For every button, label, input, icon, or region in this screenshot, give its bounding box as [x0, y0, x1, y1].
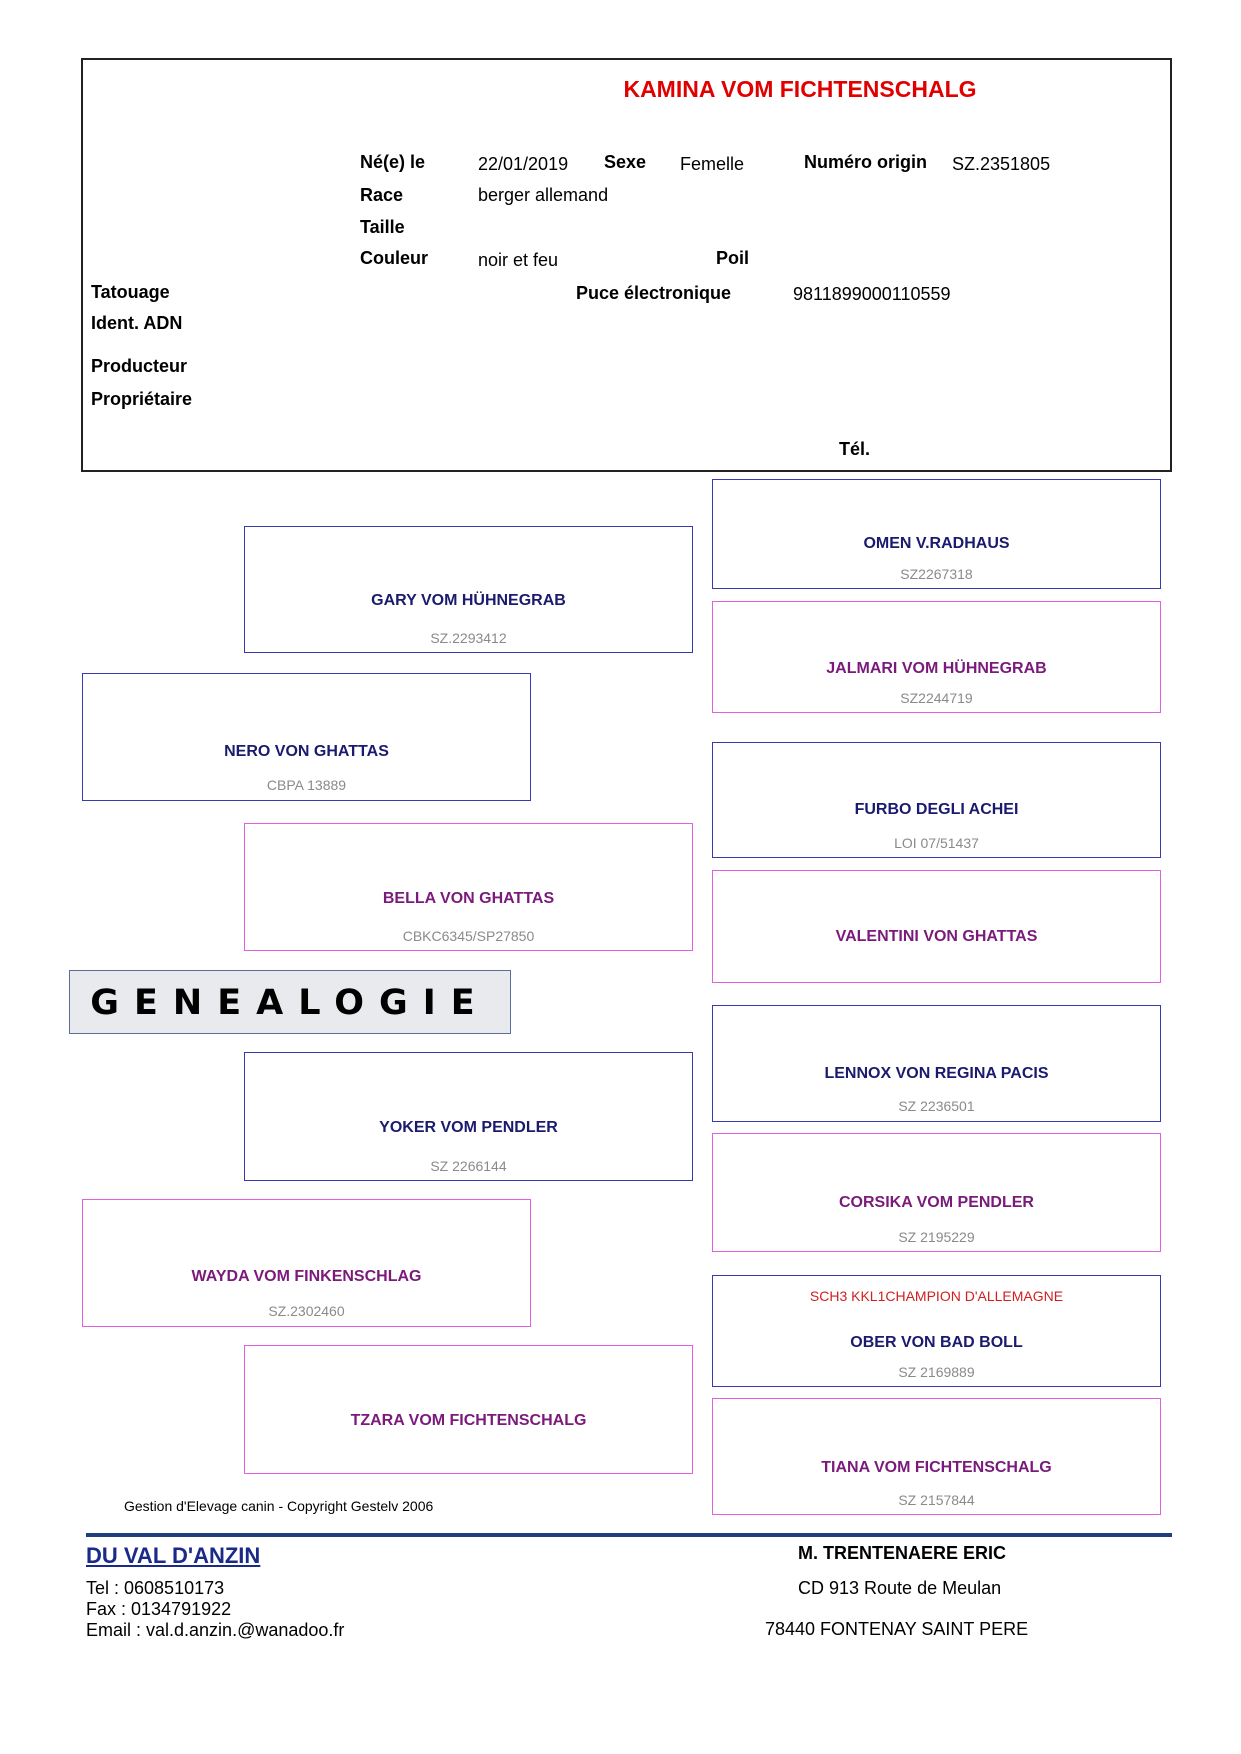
great-grandparent-box	[712, 742, 1161, 858]
dog-name: NERO VON GHATTAS	[224, 743, 389, 760]
great-grandparent-box	[712, 1133, 1161, 1252]
sire-box	[82, 673, 531, 801]
coat-label: Poil	[716, 248, 750, 268]
color-value: noir et feu	[478, 250, 559, 270]
kennel-name: DU VAL D'ANZIN	[86, 1543, 261, 1568]
breed-label: Race	[360, 185, 404, 205]
dog-name: TIANA VOM FICHTENSCHALG	[821, 1459, 1052, 1476]
chip-label: Puce électronique	[576, 283, 732, 303]
born-value: 22/01/2019	[478, 154, 569, 174]
dna-label: Ident. ADN	[91, 313, 183, 333]
dog-name: LENNOX VON REGINA PACIS	[824, 1065, 1049, 1082]
great-grandparent-box	[712, 601, 1161, 713]
dog-name: BELLA VON GHATTAS	[382, 890, 555, 907]
color-label: Couleur	[360, 248, 429, 268]
contact-email: Email : val.d.anzin.@wanadoo.fr	[86, 1620, 345, 1640]
identity-box	[81, 58, 1172, 472]
sex-label: Sexe	[604, 152, 647, 172]
dog-registration: LOI 07/51437	[894, 835, 979, 851]
born-label: Né(e) le	[360, 152, 426, 172]
dog-name: YOKER VOM PENDLER	[379, 1119, 558, 1136]
grandparent-box	[244, 1345, 693, 1474]
grandparent-box	[244, 823, 693, 951]
dog-registration: SZ 2195229	[898, 1229, 975, 1245]
owner-address-line1: CD 913 Route de Meulan	[798, 1578, 1002, 1598]
dog-registration: SZ.2293412	[430, 630, 507, 646]
owner-address-line2: 78440 FONTENAY SAINT PERE	[765, 1619, 1029, 1639]
dog-name: FURBO DEGLI ACHEI	[854, 801, 1019, 818]
great-grandparent-box	[712, 870, 1161, 983]
dog-name: TZARA VOM FICHTENSCHALG	[350, 1412, 587, 1429]
tattoo-label: Tatouage	[91, 282, 170, 302]
owner-label: Propriétaire	[91, 389, 193, 409]
chip-value: 9811899000110559	[793, 284, 951, 304]
sex-value: Femelle	[680, 154, 745, 174]
great-grandparent-box	[712, 479, 1161, 589]
contact-block	[86, 1578, 344, 1641]
size-label: Taille	[360, 217, 405, 237]
dog-name: JALMARI VOM HÜHNEGRAB	[826, 660, 1047, 677]
dog-name: VALENTINI VON GHATTAS	[835, 928, 1038, 945]
dog-name: GARY VOM HÜHNEGRAB	[371, 592, 566, 609]
phone-label: Tél.	[839, 439, 871, 459]
grandparent-box	[244, 1052, 693, 1181]
great-grandparent-box	[712, 1398, 1161, 1515]
dog-name-title: KAMINA VOM FICHTENSCHALG	[623, 76, 977, 102]
dog-title: SCH3 KKL1CHAMPION D'ALLEMAGNE	[809, 1288, 1064, 1304]
origin-number-label: Numéro origin	[804, 152, 928, 172]
dog-name: WAYDA VOM FINKENSCHLAG	[191, 1268, 422, 1285]
dog-name: OBER VON BAD BOLL	[850, 1334, 1023, 1351]
dog-registration: SZ.2302460	[268, 1303, 345, 1319]
contact-fax: Fax : 0134791922	[86, 1599, 232, 1619]
dog-registration: SZ 2266144	[430, 1158, 507, 1174]
dog-registration: SZ 2236501	[898, 1098, 975, 1114]
dog-registration: SZ2267318	[900, 566, 973, 582]
dog-registration: SZ 2157844	[898, 1492, 975, 1508]
dog-name: OMEN V.RADHAUS	[863, 535, 1010, 552]
dog-registration: CBKC6345/SP27850	[402, 928, 535, 944]
dog-registration: CBPA 13889	[266, 777, 347, 793]
dog-name: CORSIKA VOM PENDLER	[839, 1194, 1034, 1211]
owner-name: M. TRENTENAERE ERIC	[798, 1543, 1007, 1563]
origin-number-value: SZ.2351805	[952, 154, 1051, 174]
genealogie-banner: GENEALOGIE	[69, 970, 511, 1034]
breed-value: berger allemand	[478, 185, 609, 205]
dog-registration: SZ 2169889	[898, 1364, 975, 1380]
footer-divider	[86, 1533, 1172, 1537]
producer-label: Producteur	[91, 356, 188, 376]
grandparent-box	[244, 526, 693, 653]
great-grandparent-box	[712, 1005, 1161, 1122]
dog-registration: SZ2244719	[900, 690, 973, 706]
dam-box	[82, 1199, 531, 1327]
copyright-note: Gestion d'Elevage canin - Copyright Gestelv 2006	[124, 1498, 434, 1514]
contact-tel: Tel : 0608510173	[86, 1578, 225, 1598]
great-grandparent-box	[712, 1275, 1161, 1387]
